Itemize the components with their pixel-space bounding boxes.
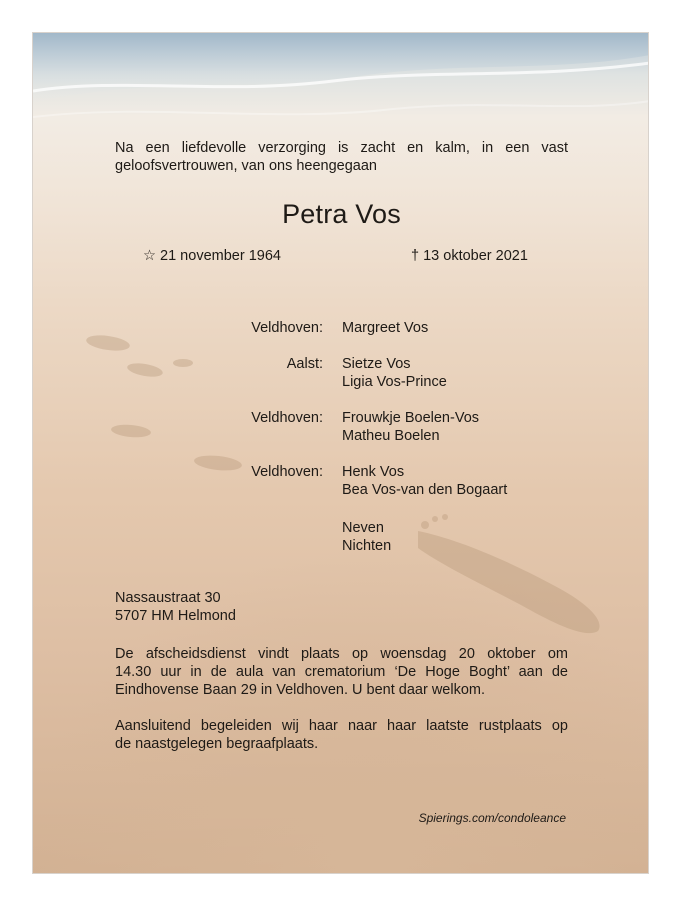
birth-date: ☆ 21 november 1964 — [143, 248, 281, 264]
family-names — [342, 319, 428, 337]
address-city: 5707 HM Helmond — [115, 608, 236, 624]
service-line: Eindhovense Baan 29 in Veldhoven. U bent daar welkom. — [115, 682, 485, 698]
family-names — [342, 355, 447, 391]
condolence-link[interactable]: Spierings.com/condoleance — [418, 811, 566, 825]
family-names — [342, 409, 479, 445]
family-place: Veldhoven: — [251, 410, 323, 426]
family-member: Margreet Vos — [342, 320, 429, 336]
family-member: Sietze Vos — [342, 356, 411, 372]
burial-info — [115, 717, 568, 753]
family-member: Bea Vos-van den Bogaart — [342, 482, 508, 498]
family-member: Matheu Boelen — [342, 428, 440, 444]
family-place: Veldhoven: — [251, 320, 323, 336]
service-line: De afscheidsdienst vindt plaats op woensdag 20 oktober om — [115, 646, 568, 662]
family-member: Henk Vos — [342, 464, 405, 480]
family-member: Neven — [342, 520, 384, 536]
family-names — [342, 463, 507, 499]
family-place: Veldhoven: — [251, 464, 323, 480]
obituary-card — [32, 32, 649, 874]
family-member: Ligia Vos-Prince — [342, 374, 447, 390]
address-street: Nassaustraat 30 — [115, 590, 221, 606]
service-info — [115, 645, 568, 699]
deceased-name: Petra Vos — [282, 199, 401, 229]
burial-line: Aansluitend begeleiden wij haar naar haar laatste rustplaats op — [115, 718, 568, 734]
death-date: † 13 oktober 2021 — [411, 248, 528, 264]
family-member: Frouwkje Boelen-Vos — [342, 410, 480, 426]
intro-line: Na een liefdevolle verzorging is zacht en kalm, in een vast — [115, 140, 568, 156]
intro-line: geloofsvertrouwen, van ons heengegaan — [115, 158, 377, 174]
family-member: Nichten — [342, 538, 392, 554]
family-names — [342, 519, 391, 555]
burial-line: de naastgelegen begraafplaats. — [115, 736, 319, 752]
home-address — [115, 589, 236, 625]
family-place: Aalst: — [286, 356, 323, 372]
service-line: 14.30 uur in de aula van crematorium ‘De Hoge Boght’ aan de — [115, 664, 568, 680]
intro-text — [115, 139, 568, 175]
